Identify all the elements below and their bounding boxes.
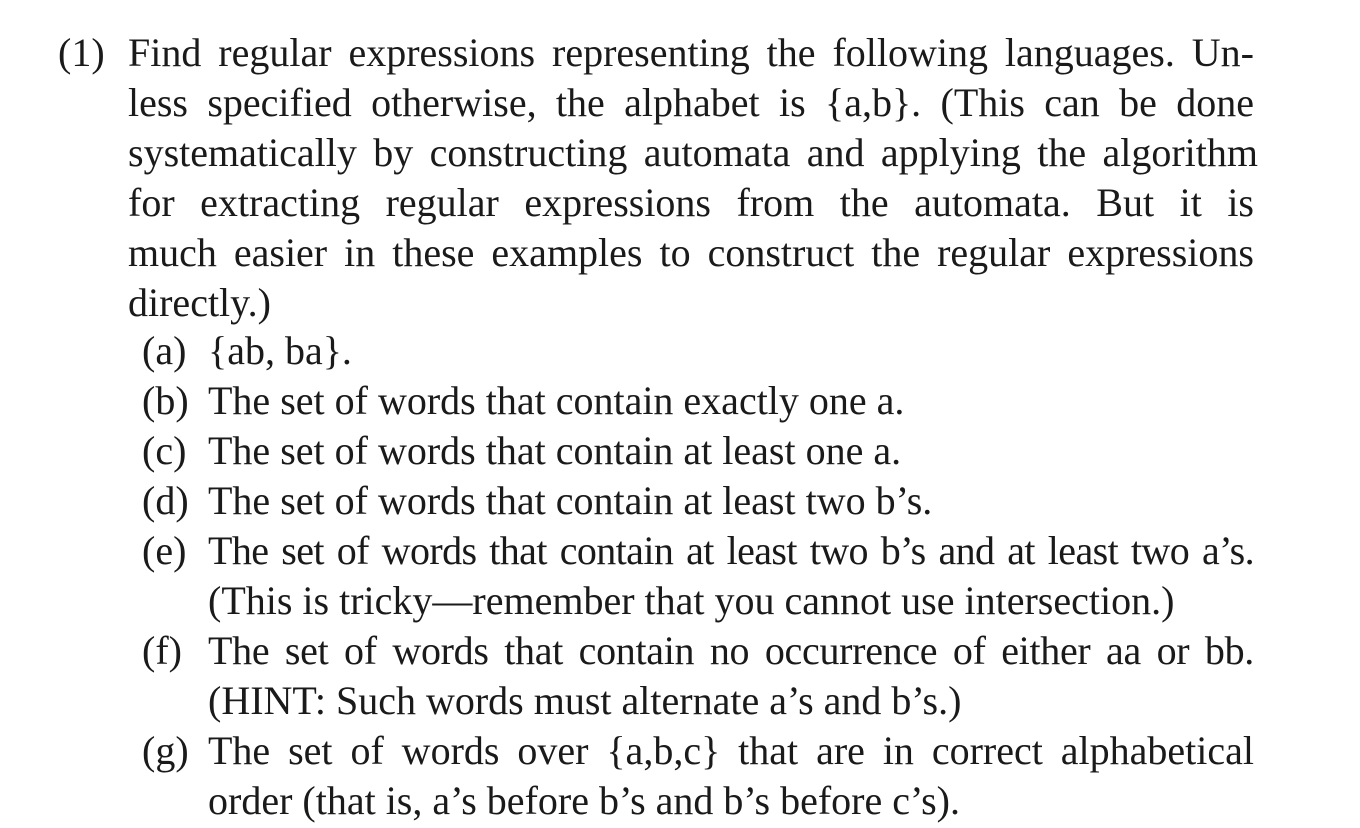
item-b-text: The set of words that contain exactly one a.	[208, 378, 905, 423]
intro-line-4: for extracting regular expressions from the automata. But it is	[128, 180, 1254, 225]
item-g-text-1: The set of words over {a,b,c} that are in correct alphabetical	[208, 728, 1254, 773]
item-b-label: (b)	[142, 378, 189, 423]
item-f-text-1: The set of words that contain no occurrence of either aa or bb.	[208, 628, 1254, 673]
item-e-label: (e)	[142, 528, 187, 573]
intro-line-1: Find regular expressions representing the following languages. Un-	[128, 30, 1254, 75]
intro-line-2: less specified otherwise, the alphabet is {a,b}. (This can be done	[128, 80, 1254, 125]
item-c-text: The set of words that contain at least one a.	[208, 428, 902, 473]
item-a-text: {ab, ba}.	[208, 328, 352, 373]
item-e-text-2: (This is tricky—remember that you cannot use intersection.)	[208, 578, 1175, 623]
item-c-label: (c)	[142, 428, 187, 473]
problem-number: (1)	[58, 30, 105, 75]
item-g-label: (g)	[142, 728, 189, 773]
intro-line-3: systematically by constructing automata and applying the algorithm	[128, 130, 1258, 175]
item-a-label: (a)	[142, 328, 187, 373]
item-f-label: (f)	[142, 628, 182, 673]
item-d-text: The set of words that contain at least two b’s.	[208, 478, 933, 523]
item-g-text-2: order (that is, a’s before b’s and b’s before c’s).	[208, 778, 960, 823]
item-f-text-2: (HINT: Such words must alternate a’s and b’s.)	[208, 678, 962, 723]
item-d-label: (d)	[142, 478, 189, 523]
intro-line-5: much easier in these examples to construct the regular expressions	[128, 230, 1254, 275]
intro-line-6: directly.)	[128, 280, 271, 325]
item-e-text-1: The set of words that contain at least two b’s and at least two a’s.	[208, 528, 1254, 573]
